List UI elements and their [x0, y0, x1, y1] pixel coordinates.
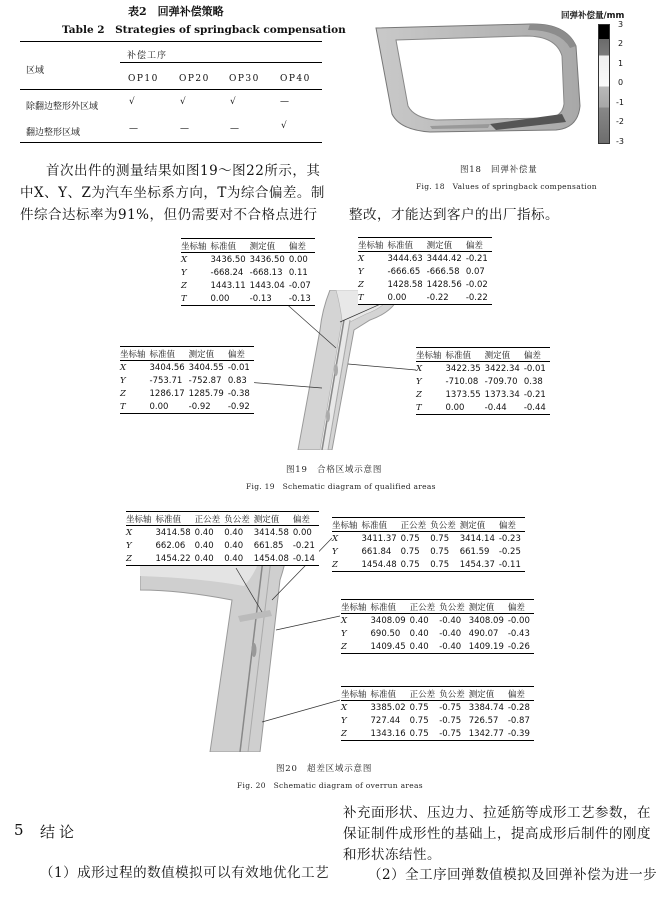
fig20-caption-cn: 图20 超差区域示意图	[276, 764, 373, 774]
table2-row1-label: 除翻边整形外区域	[26, 102, 99, 112]
cell: 1343.16	[371, 727, 410, 741]
cell: 0.07	[465, 266, 485, 277]
table2-row2-op20: —	[180, 124, 189, 134]
table2-row1-op10: √	[129, 97, 135, 107]
col-header: 负公差	[439, 600, 469, 614]
col-header: 测定值	[250, 239, 289, 253]
cell: -0.26	[508, 640, 534, 654]
col-header: 标准值	[362, 518, 401, 532]
cell: X	[341, 702, 348, 713]
col-header: 标准值	[371, 687, 410, 701]
cell: -666.58	[426, 266, 460, 277]
fig18-tick-0: 0	[618, 78, 624, 87]
conclusion2-line1: （2）全工序回弹数值模拟及回弹补偿为进一步	[368, 867, 658, 883]
col-header: 测定值	[427, 238, 466, 252]
right-col-line3: 和形状冻结性。	[343, 847, 441, 863]
cell: 0.00	[211, 292, 250, 306]
cell: -0.44	[524, 401, 550, 415]
cell: 3404.56	[149, 362, 185, 373]
col-header: 坐标轴	[416, 348, 446, 362]
cell: -0.00	[507, 615, 530, 626]
cell: Z	[120, 388, 126, 399]
cell: 0.75	[401, 558, 431, 572]
table2-title-en: Table 2 Strategies of springback compensation	[62, 24, 346, 36]
cell: -0.40	[439, 628, 462, 639]
col-header: 偏差	[508, 600, 534, 614]
cell: -666.65	[387, 266, 421, 277]
cell: 1454.48	[362, 558, 401, 572]
table2-row1-op30: √	[230, 97, 236, 107]
cell: 0.75	[400, 533, 420, 544]
cell: 0.75	[400, 546, 420, 557]
cell: T	[358, 291, 388, 305]
cell: 3385.02	[370, 702, 406, 713]
cell: -0.01	[227, 362, 250, 373]
section-number: 5	[14, 821, 24, 839]
col-header: 偏差	[508, 687, 534, 701]
cell: -0.21	[465, 253, 488, 264]
fig18-tick-m2: -2	[616, 117, 624, 126]
cell: -0.75	[439, 727, 469, 741]
cell: 0.38	[523, 376, 543, 387]
fig19-caption-en: Fig. 19 Schematic diagram of qualified areas	[246, 482, 436, 491]
cell: -668.13	[249, 267, 283, 278]
cell: 1373.55	[445, 389, 481, 400]
cell: -0.01	[523, 363, 546, 374]
cell: X	[120, 362, 127, 373]
table2-col-op20: OP20	[179, 74, 210, 84]
fig18-tick-2: 2	[618, 39, 624, 48]
col-header: 标准值	[446, 348, 485, 362]
cell: -0.25	[498, 546, 521, 557]
cell: 3436.50	[210, 254, 246, 265]
cell: 0.75	[430, 533, 450, 544]
cell: 3414.58	[253, 527, 289, 538]
table2-row2-op30: —	[230, 124, 239, 134]
cell: 0.40	[409, 628, 429, 639]
cell: -0.40	[439, 615, 462, 626]
cell: 3411.37	[361, 533, 397, 544]
cell: 0.00	[292, 527, 312, 538]
col-header: 标准值	[388, 238, 427, 252]
cell: Y	[341, 628, 347, 639]
col-header: 偏差	[228, 347, 254, 361]
cell: 0.00	[288, 254, 308, 265]
cell: -668.24	[210, 267, 244, 278]
cell: 0.11	[288, 267, 308, 278]
col-header: 测定值	[189, 347, 228, 361]
cell: 1373.34	[484, 389, 520, 400]
cell: -753.71	[149, 375, 183, 386]
fig18-caption-cn: 图18 回弹补偿量	[460, 165, 538, 175]
cell: 1409.19	[469, 640, 508, 654]
cell: 0.75	[409, 715, 429, 726]
cell: -0.13	[250, 292, 289, 306]
cell: Y	[416, 376, 422, 387]
table2-row2-label: 翻边整形区域	[26, 128, 81, 138]
table2-col-op10: OP10	[128, 74, 159, 84]
cell: -0.11	[499, 558, 525, 572]
col-header: 标准值	[156, 512, 195, 526]
cell: 3436.50	[249, 254, 285, 265]
cell: Z	[341, 727, 371, 741]
cell: 690.50	[370, 628, 401, 639]
cell: Y	[358, 266, 364, 277]
cell: -0.22	[427, 291, 466, 305]
cell: 490.07	[468, 628, 499, 639]
cell: X	[181, 254, 188, 265]
cell: 1285.79	[188, 388, 224, 399]
col-header: 负公差	[439, 687, 469, 701]
fig20-caption-en: Fig. 20 Schematic diagram of overrun areas	[237, 781, 423, 790]
cell: 3414.58	[155, 527, 191, 538]
cell: 3444.63	[387, 253, 423, 264]
cell: -0.92	[189, 400, 228, 414]
cell: 662.06	[155, 540, 186, 551]
cell: 0.40	[194, 540, 214, 551]
cell: 0.40	[195, 552, 225, 566]
cell: 3422.34	[484, 363, 520, 374]
right-col-line2: 保证制件成形性的基础上，提高成形后制件的刚度	[343, 826, 651, 842]
cell: -0.40	[439, 640, 469, 654]
cell: 0.00	[150, 400, 189, 414]
cell: 0.75	[410, 727, 440, 741]
cell: Z	[341, 640, 371, 654]
cell: 0.40	[224, 552, 254, 566]
conclusion1-line1: （1）成形过程的数值模拟可以有效地优化工艺	[40, 865, 330, 881]
fig18-tick-m3: -3	[616, 137, 624, 146]
cell: Y	[341, 715, 347, 726]
col-header: 标准值	[371, 600, 410, 614]
table2-row1-op20: √	[180, 97, 186, 107]
fig18-tick-m1: -1	[616, 98, 624, 107]
cell: 0.00	[388, 291, 427, 305]
fig18-tick-1: 1	[618, 59, 624, 68]
table2-row2-op10: —	[129, 124, 138, 134]
cell: -0.28	[507, 702, 530, 713]
col-header: 正公差	[195, 512, 225, 526]
cell: 0.83	[227, 375, 247, 386]
col-header: 测定值	[460, 518, 499, 532]
section-title: 结论	[40, 823, 79, 841]
cell: -0.44	[485, 401, 524, 415]
cell: Z	[332, 558, 362, 572]
fig20-table-4	[341, 686, 534, 741]
col-header: 坐标轴	[341, 600, 371, 614]
col-header: 标准值	[211, 239, 250, 253]
col-header: 测定值	[469, 600, 508, 614]
cell: 3384.74	[468, 702, 504, 713]
cell: Y	[332, 546, 338, 557]
col-header: 测定值	[254, 512, 293, 526]
table2-col-op40: OP40	[280, 74, 311, 84]
cell: Z	[416, 389, 422, 400]
para1-line1: 首次出件的测量结果如图19～图22所示，其	[46, 163, 321, 179]
table2-title-cn: 表2 回弹补偿策略	[128, 5, 224, 18]
cell: 3422.35	[445, 363, 481, 374]
cell: 0.00	[446, 401, 485, 415]
cell: -0.75	[439, 702, 462, 713]
cell: -0.23	[498, 533, 521, 544]
cell: T	[416, 401, 446, 415]
cell: 727.44	[370, 715, 401, 726]
cell: -0.21	[292, 540, 315, 551]
cell: T	[120, 400, 150, 414]
col-header: 坐标轴	[358, 238, 388, 252]
cell: 1443.04	[249, 280, 285, 291]
cell: 3408.09	[468, 615, 504, 626]
cell: -710.08	[445, 376, 479, 387]
table2-col-group: 补偿工序	[127, 51, 168, 61]
para1-line3: 件综合达标率为91%，但仍需要对不合格点进行	[20, 207, 318, 223]
cell: 0.75	[409, 702, 429, 713]
col-header: 坐标轴	[341, 687, 371, 701]
col-header: 正公差	[410, 687, 440, 701]
cell: 3414.14	[459, 533, 495, 544]
cell: 3408.09	[370, 615, 406, 626]
table2-row2-op40: √	[281, 121, 287, 131]
cell: 1443.11	[210, 280, 246, 291]
cell: 1454.37	[460, 558, 499, 572]
cell: 0.75	[430, 546, 450, 557]
cell: 0.40	[194, 527, 214, 538]
cell: Y	[181, 267, 187, 278]
fig19-caption-cn: 图19 合格区域示意图	[286, 465, 383, 475]
col-header: 测定值	[469, 687, 508, 701]
cell: 0.75	[430, 558, 460, 572]
table2-row1-op40: —	[280, 97, 289, 107]
cell: -0.13	[289, 292, 315, 306]
col-header: 坐标轴	[181, 239, 211, 253]
fig20-table-1	[126, 511, 319, 566]
cell: Z	[358, 279, 364, 290]
cell: -709.70	[484, 376, 518, 387]
cell: Y	[126, 540, 132, 551]
table2-row-header: 区域	[26, 66, 45, 76]
cell: Y	[120, 375, 126, 386]
col-header: 负公差	[224, 512, 254, 526]
col-header: 测定值	[485, 348, 524, 362]
col-header: 正公差	[410, 600, 440, 614]
right-col-line1: 补充面形状、压边力、拉延筋等成形工艺参数，在	[343, 805, 651, 821]
col-header: 标准值	[150, 347, 189, 361]
cell: 0.40	[409, 615, 429, 626]
cell: X	[126, 527, 133, 538]
fig18-tick-3: 3	[618, 20, 624, 29]
cell: X	[341, 615, 348, 626]
col-header: 偏差	[499, 518, 525, 532]
col-header: 偏差	[466, 238, 492, 252]
table2-col-op30: OP30	[229, 74, 260, 84]
cell: -0.22	[466, 291, 492, 305]
cell: -0.87	[507, 715, 530, 726]
cell: 1286.17	[149, 388, 185, 399]
cell: 0.40	[410, 640, 440, 654]
col-header: 坐标轴	[120, 347, 150, 361]
cell: -0.92	[228, 400, 254, 414]
cell: 1428.56	[426, 279, 462, 290]
fig20-table-2	[332, 517, 525, 572]
cell: -0.14	[293, 552, 319, 566]
col-header: 偏差	[289, 239, 315, 253]
cell: Z	[126, 552, 156, 566]
fig18-caption-en: Fig. 18 Values of springback compensation	[416, 182, 597, 191]
cell: 1454.22	[156, 552, 195, 566]
cell: -0.39	[508, 727, 534, 741]
cell: 661.85	[253, 540, 284, 551]
cell: -0.02	[465, 279, 488, 290]
cell: 1409.45	[371, 640, 410, 654]
cell: X	[332, 533, 339, 544]
cell: 661.59	[459, 546, 490, 557]
fig18-legend-title: 回弹补偿量/mm	[561, 11, 625, 21]
col-header: 坐标轴	[332, 518, 362, 532]
cell: -752.87	[188, 375, 222, 386]
para1-continued: 整改，才能达到客户的出厂指标。	[349, 207, 559, 223]
cell: X	[358, 253, 365, 264]
col-header: 正公差	[401, 518, 431, 532]
cell: 1342.77	[469, 727, 508, 741]
cell: 726.57	[468, 715, 499, 726]
cell: 0.40	[224, 540, 244, 551]
col-header: 偏差	[293, 512, 319, 526]
cell: -0.43	[507, 628, 530, 639]
cell: -0.75	[439, 715, 462, 726]
cell: 0.40	[224, 527, 244, 538]
cell: 1428.58	[387, 279, 423, 290]
cell: -0.21	[523, 389, 546, 400]
cell: Z	[181, 280, 187, 291]
cell: 3444.42	[426, 253, 462, 264]
cell: 661.84	[361, 546, 392, 557]
cell: -0.07	[288, 280, 311, 291]
cell: -0.38	[227, 388, 250, 399]
col-header: 偏差	[524, 348, 550, 362]
fig20-table-3	[341, 599, 534, 654]
para1-line2: 中X、Y、Z为汽车坐标系方向，T为综合偏差。制	[20, 185, 325, 201]
cell: 1454.08	[254, 552, 293, 566]
cell: T	[181, 292, 211, 306]
cell: X	[416, 363, 423, 374]
col-header: 坐标轴	[126, 512, 156, 526]
col-header: 负公差	[430, 518, 460, 532]
cell: 3404.55	[188, 362, 224, 373]
